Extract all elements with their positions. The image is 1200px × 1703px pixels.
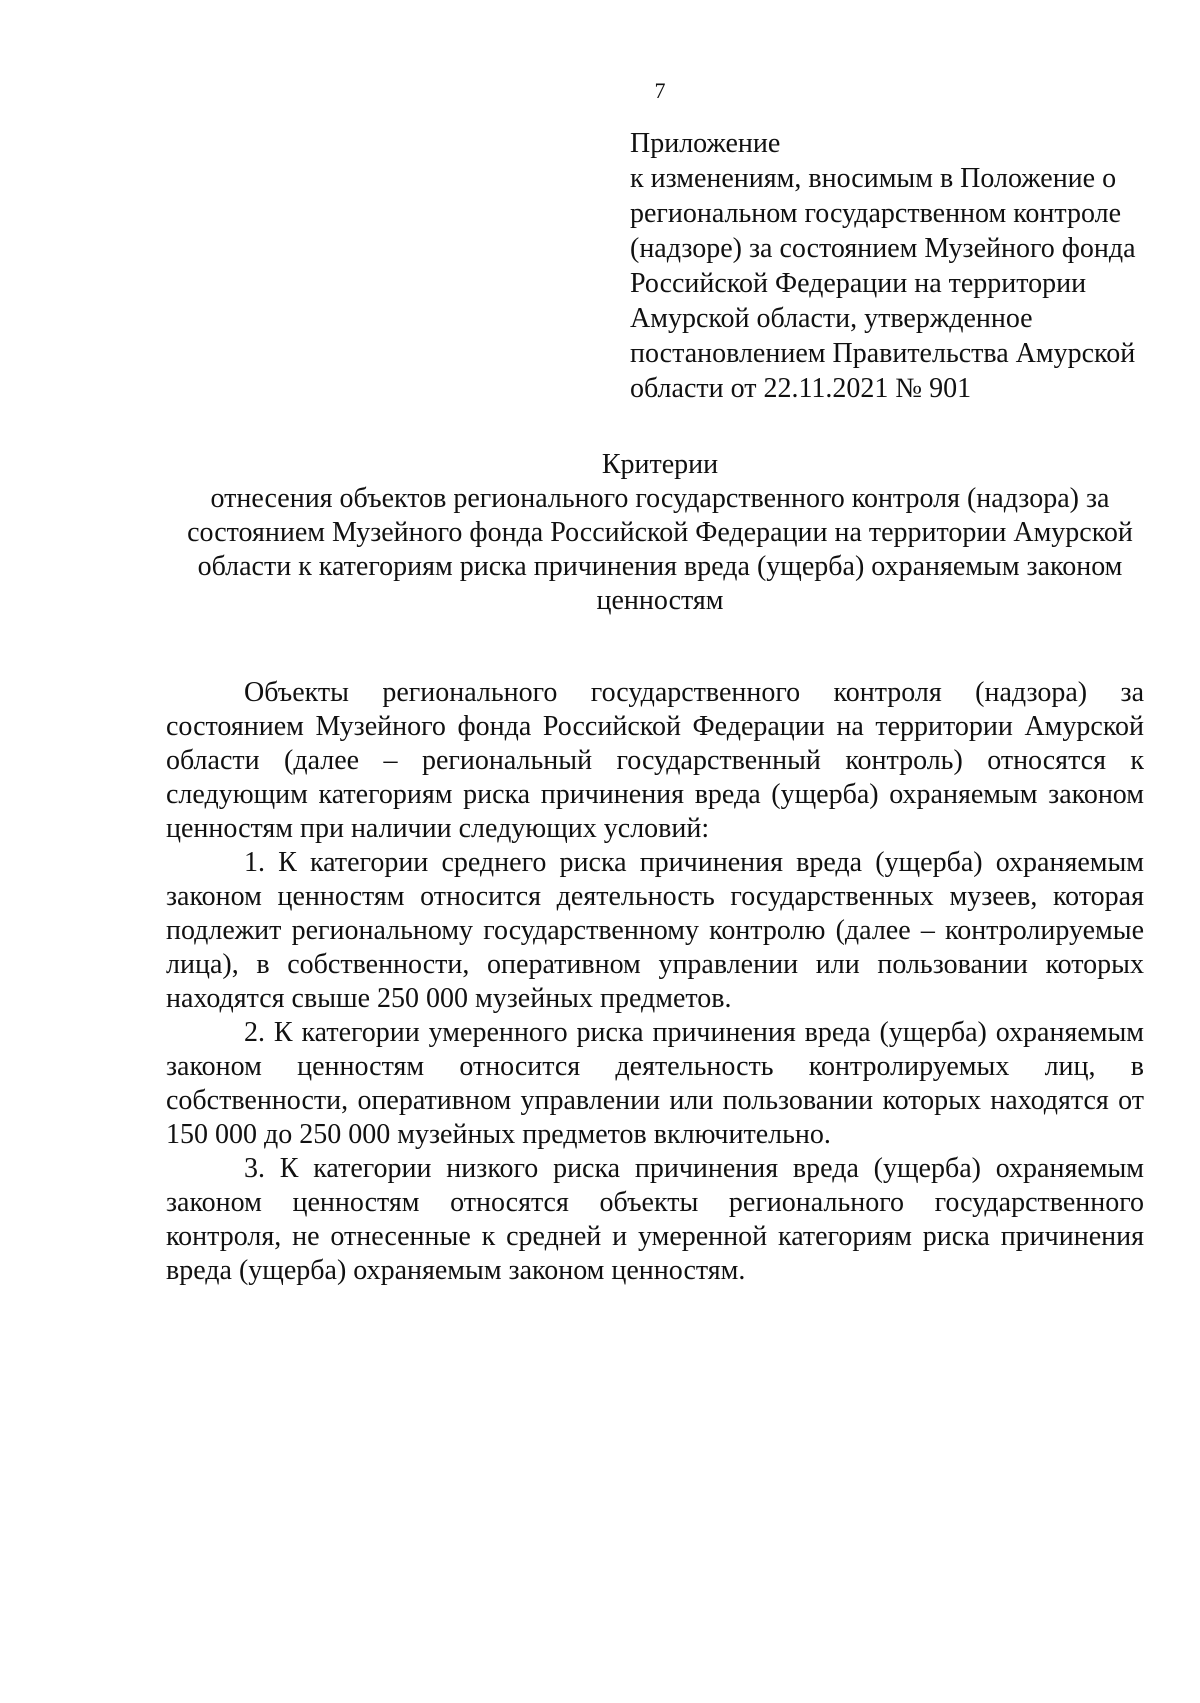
title-line: области к категориям риска причинения вреда (ущерба) охраняемым законом (197, 551, 1123, 582)
appendix-line: региональном государственном контроле (630, 198, 1121, 229)
appendix-block (630, 126, 1150, 406)
appendix-line: Приложение (630, 128, 781, 159)
appendix-line: (надзоре) за состоянием Музейного фонда (630, 233, 1136, 264)
appendix-line: области от 22.11.2021 № 901 (630, 373, 972, 404)
appendix-line: к изменениям, вносимым в Положение о (630, 163, 1117, 194)
criteria-item: 3. К категории низкого риска причинения вреда (ущерба) охраняемым законом ценностям относятся объекты регионального государственного контроля, не отнесенные к средней и умеренной категориям риска причинения вреда (ущерба) охраняемым законом ценностям. (166, 1153, 1144, 1286)
title-line: состоянием Музейного фонда Российской Федерации на территории Амурской (187, 517, 1133, 548)
title-heading: Критерии (601, 449, 719, 480)
appendix-line: постановлением Правительства Амурской (630, 338, 1136, 369)
title-line: ценностям (596, 585, 724, 616)
document-title (165, 448, 1155, 618)
appendix-line: Российской Федерации на территории (630, 268, 1087, 299)
title-line: отнесения объектов регионального государственного контроля (надзора) за (210, 483, 1110, 514)
appendix-line: Амурской области, утвержденное (630, 303, 1033, 334)
criteria-item: 1. К категории среднего риска причинения вреда (ущерба) охраняемым законом ценностям относится деятельность государственных музеев, которая подлежит региональному государственному контролю (далее – контролируемые лица), в собственности, оперативном управлении или пользовании которых находятся свыше 250 000 музейных предметов. (166, 847, 1144, 1014)
intro-paragraph: Объекты регионального государственного контроля (надзора) за состоянием Музейного фонда Российской Федерации на территории Амурской области (далее – региональный государственный контроль) относятся к следующим категориям риска причинения вреда (ущерба) охраняемым законом ценностям при наличии следующих условий: (166, 677, 1144, 844)
document-body (166, 676, 1144, 1288)
criteria-item: 2. К категории умеренного риска причинения вреда (ущерба) охраняемым законом ценностям относится деятельность контролируемых лиц, в собственности, оперативном управлении или пользовании которых находятся от 150 000 до 250 000 музейных предметов включительно. (166, 1017, 1144, 1150)
page-number: 7 (654, 78, 666, 103)
